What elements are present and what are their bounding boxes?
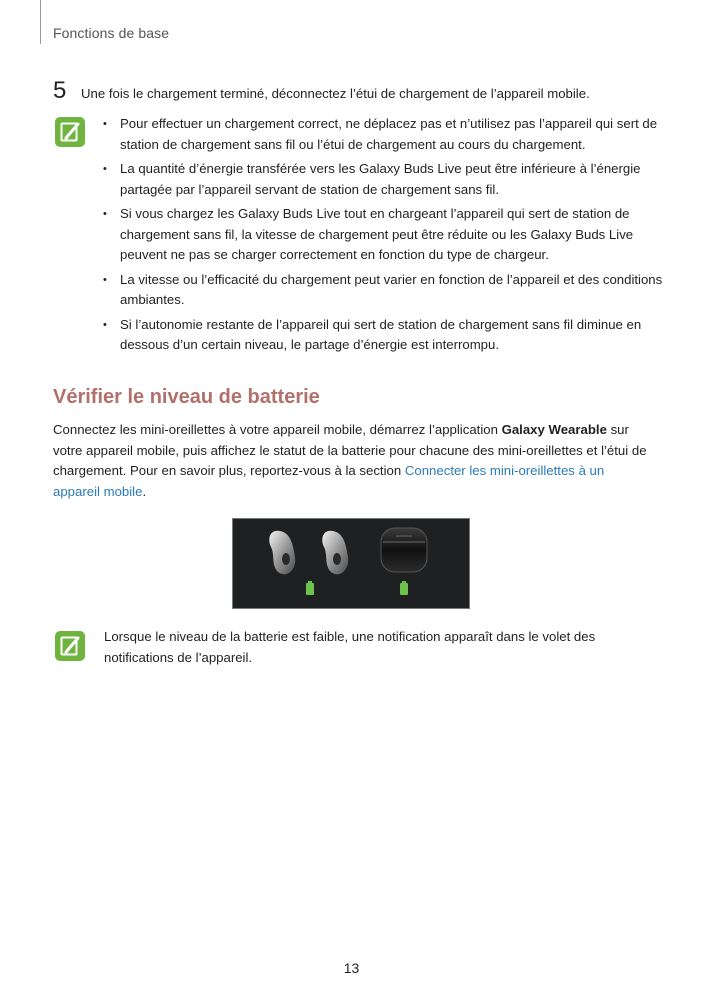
note-bullet-item: • La quantité d’énergie transférée vers les Galaxy Buds Live peut être inférieure à l’énergie partagée par l’appareil servant de station de chargement sans fil. xyxy=(103,161,641,197)
note-icon xyxy=(55,631,85,661)
step-number: 5 xyxy=(53,77,67,104)
right-earbud-image xyxy=(322,531,348,575)
section-heading: Vérifier le niveau de batterie xyxy=(53,386,320,408)
header-rule xyxy=(40,0,41,44)
header-section-title: Fonctions de base xyxy=(53,25,170,41)
earbuds-battery-icon xyxy=(306,581,314,595)
charging-case-image xyxy=(381,528,427,572)
page-number: 13 xyxy=(343,960,360,976)
case-battery-icon xyxy=(400,581,408,595)
note-bullet-item: • Pour effectuer un chargement correct, ne déplacez pas et n’utilisez pas l’appareil qui sert de station de chargement sans fil ou l’étui de chargement au cours du chargement. xyxy=(103,116,658,152)
step-text: Une fois le chargement terminé, déconnectez l’étui de chargement de l’appareil mobile. xyxy=(81,86,590,101)
note-bullet-list xyxy=(103,114,663,360)
note-bullet-item: • Si vous chargez les Galaxy Buds Live tout en chargeant l’appareil qui sert de station de chargement sans fil, la vitesse de chargement peut être réduite ou les Galaxy Buds Live peuvent ne pas se charger correctement en fonction du type de chargeur. xyxy=(103,206,634,262)
section-link[interactable]: Connecter les mini-oreillettes à un appareil mobile xyxy=(53,463,605,499)
section-paragraph: Connectez les mini-oreillettes à votre appareil mobile, démarrez l’application Galaxy Wearable sur votre appareil mobile, puis affichez le statut de la batterie pour chacune des mini-oreillettes et l’étui de chargement. Pour en savoir plus, reportez-vous à la section Connecter les mini-oreillettes à un appareil mobile. xyxy=(53,422,647,499)
low-battery-note: Lorsque le niveau de la batterie est faible, une notification apparaît dans le volet des notifications de l’appareil. xyxy=(104,629,596,665)
note-bullet-item: • La vitesse ou l’efficacité du chargement peut varier en fonction de l’appareil et des conditions ambiantes. xyxy=(103,271,663,307)
left-earbud-image xyxy=(269,531,295,575)
app-name-bold: Galaxy Wearable xyxy=(501,422,607,437)
note-bullet-item: • Si l’autonomie restante de l’appareil qui sert de station de chargement sans fil diminue en dessous d’un certain niveau, le partage d’énergie est interrompu. xyxy=(103,316,642,352)
battery-status-figure xyxy=(232,518,470,609)
note-icon xyxy=(55,117,85,147)
